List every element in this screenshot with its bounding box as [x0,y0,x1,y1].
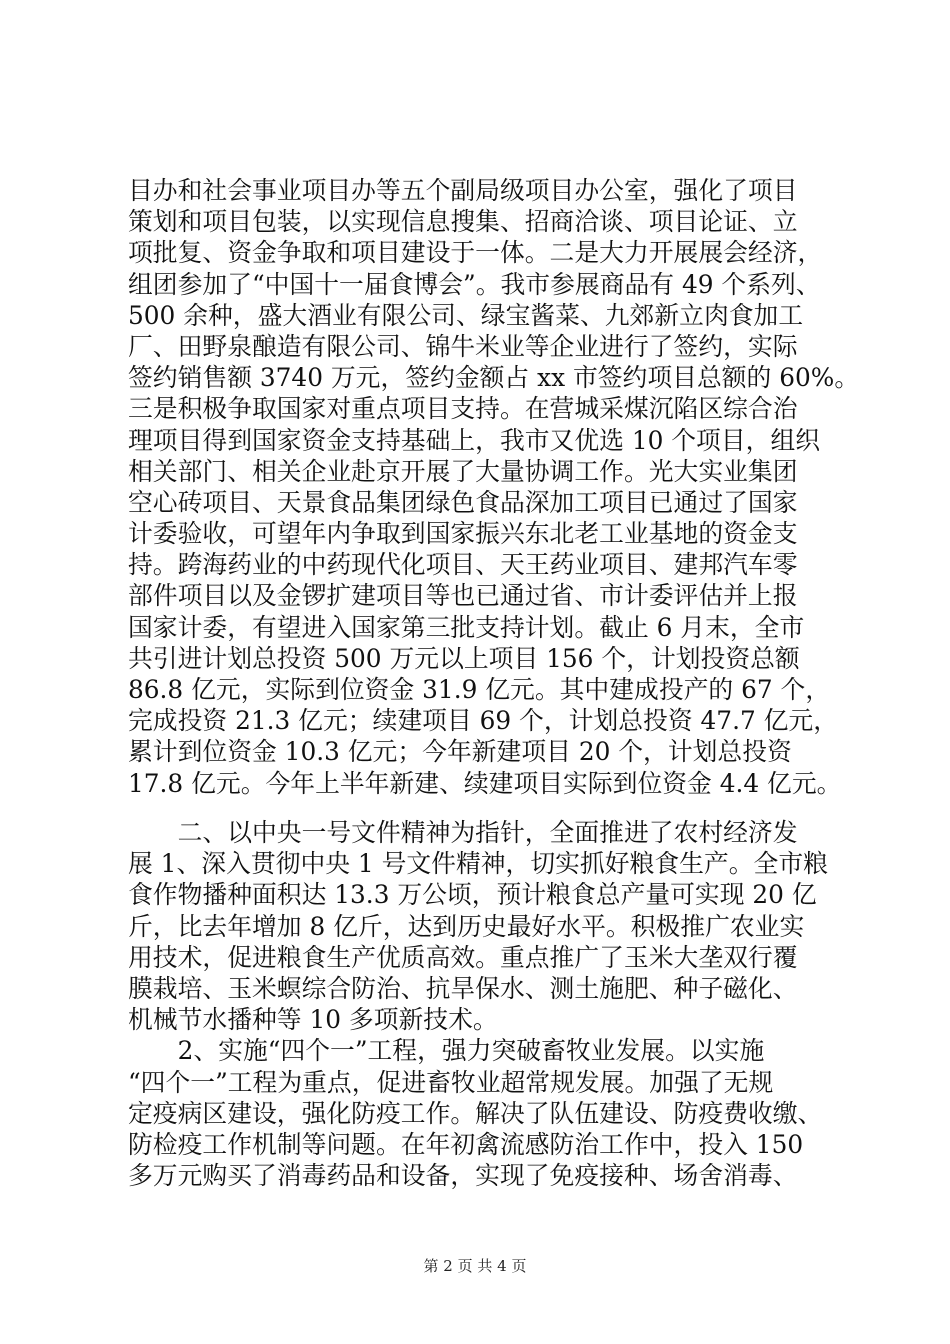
text-line: 展 1、深入贯彻中央 1 号文件精神，切实抓好粮食生产。全市粮 [128,849,828,879]
text-line: 定疫病区建设，强化防疫工作。解决了队伍建设、防疫费收缴、 [128,1098,823,1128]
text-line: “四个一”工程为重点，促进畜牧业超常规发展。加强了无规 [128,1067,774,1097]
text-line: 膜栽培、玉米螟综合防治、抗旱保水、测土施肥、种子磁化、 [128,973,798,1003]
text-line: 防检疫工作机制等问题。在年初禽流感防治工作中，投入 150 [128,1129,804,1159]
text-line: 空心砖项目、天景食品集团绿色食品深加工项目已通过了国家 [128,487,798,517]
text-line: 相关部门、相关企业赴京开展了大量协调工作。光大实业集团 [128,456,798,486]
text-line: 17.8 亿元。今年上半年新建、续建项目实际到位资金 4.4 亿元。 [128,768,842,798]
text-line: 用技术，促进粮食生产优质高效。重点推广了玉米大垄双行覆 [128,942,798,972]
text-line: 签约销售额 3740 万元，签约金额占 xx 市签约项目总额的 60%。 [128,363,860,393]
paragraph-rural-economy [128,817,828,1191]
text-line: 国家计委，有望进入国家第三批支持计划。截止 6 月末，全市 [128,612,805,642]
text-line: 厂、田野泉酿造有限公司、锦牛米业等企业进行了签约，实际 [128,331,798,361]
text-line: 理项目得到国家资金支持基础上，我市又优选 10 个项目，组织 [128,425,821,455]
text-line: 组团参加了“中国十一届食博会”。我市参展商品有 49 个系列、 [128,269,821,299]
text-line: 项批复、资金争取和项目建设于一体。二是大力开展展会经济， [128,238,823,268]
text-line: 2、实施“四个一”工程，强力突破畜牧业发展。以实施 [128,1036,765,1066]
text-line: 累计到位资金 10.3 亿元；今年新建项目 20 个，计划总投资 [128,737,792,767]
text-line: 共引进计划总投资 500 万元以上项目 156 个，计划投资总额 [128,643,800,673]
text-line: 目办和社会事业项目办等五个副局级项目办公室，强化了项目 [128,176,798,205]
text-line: 86.8 亿元，实际到位资金 31.9 亿元。其中建成投产的 67 个， [128,675,831,704]
text-line: 二、以中央一号文件精神为指针，全面推进了农村经济发 [128,818,798,847]
text-line: 计委验收，可望年内争取到国家振兴东北老工业基地的资金支 [128,519,798,549]
text-line: 斤，比去年增加 8 亿斤，达到历史最好水平。积极推广农业实 [128,911,805,941]
text-line: 策划和项目包装，以实现信息搜集、招商洽谈、项目论证、立 [128,207,798,237]
text-line: 食作物播种面积达 13.3 万公顷，预计粮食总产量可实现 20 亿 [128,880,817,910]
text-line: 三是积极争取国家对重点项目支持。在营城采煤沉陷区综合治 [128,394,798,424]
paragraph-projects [128,175,860,799]
text-line: 完成投资 21.3 亿元；续建项目 69 个，计划总投资 47.7 亿元， [128,706,839,736]
text-line: 500 余种，盛大酒业有限公司、绿宝酱菜、九郊新立肉食加工 [128,300,804,330]
page-number-footer: 第 2 页 共 4 页 [423,1257,527,1275]
text-line: 部件项目以及金锣扩建项目等也已通过省、市计委评估并上报 [128,581,798,611]
text-line: 持。跨海药业的中药现代化项目、天王药业项目、建邦汽车零 [128,550,798,580]
text-line: 机械节水播种等 10 多项新技术。 [128,1005,498,1035]
text-line: 多万元购买了消毒药品和设备，实现了免疫接种、场舍消毒、 [128,1161,798,1191]
